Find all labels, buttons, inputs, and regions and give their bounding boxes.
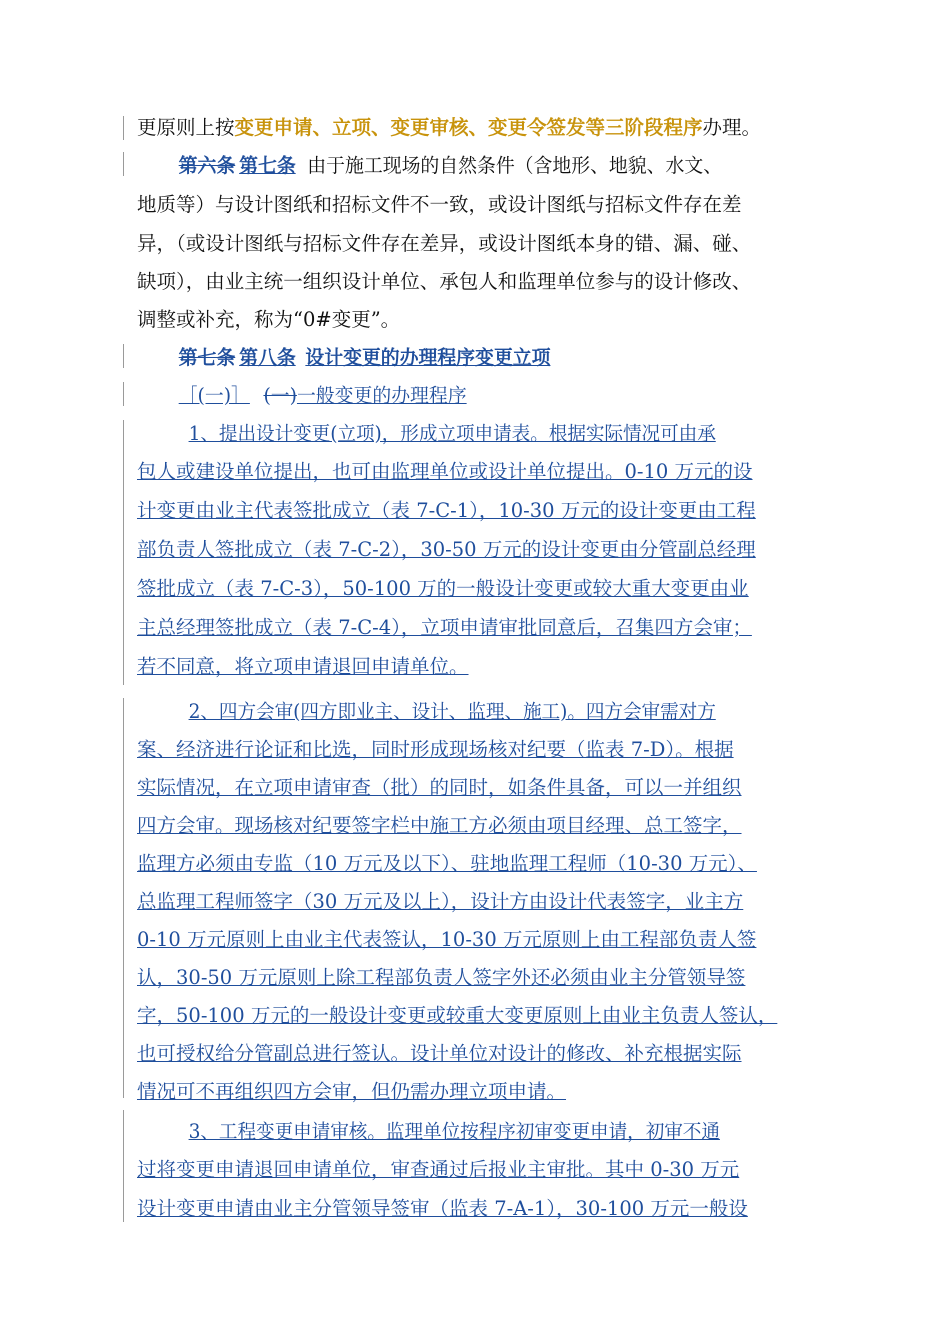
change-bar [123, 1110, 124, 1222]
article-heading-line [137, 343, 857, 373]
paragraph-line [137, 1039, 837, 1069]
paragraph-line [137, 887, 837, 917]
paragraph-line [137, 574, 837, 604]
paragraph-line [137, 1155, 837, 1185]
paragraph-line [137, 1077, 837, 1107]
subheading-line [137, 381, 857, 411]
paragraph-line [137, 457, 837, 487]
text-run: 实际情况，在立项申请审查（批）的同时，如条件具备，可以一并组织 [137, 776, 742, 799]
text-run: 监理方必须由专监（10 万元及以下）、驻地监理工程师（10-30 万元）、 [137, 852, 757, 875]
paragraph-line [137, 229, 837, 259]
text-run: 包人或建设单位提出，也可由监理单位或设计单位提出。0-10 万元的设 [137, 460, 753, 483]
paragraph-line [137, 613, 837, 643]
paragraph-line [137, 773, 837, 803]
inserted-article-number: 第七条 [239, 154, 296, 177]
paragraph-line [137, 925, 837, 955]
text-run: 2、四方会审(四方即业主、设计、监理、施工)。四方会审需对方 [188, 700, 716, 723]
paragraph-line [137, 735, 837, 765]
text-run: 四方会审。现场核对纪要签字栏中施工方必须由项目经理、总工签字， [137, 814, 742, 837]
text-run: 案、经济进行论证和比选，同时形成现场核对纪要（监表 7-D）。根据 [137, 738, 734, 761]
deleted-article-number: 第七条 [178, 346, 236, 369]
paragraph-line [137, 811, 837, 841]
text-run: 签批成立（表 7-C-3），50-100 万的一般设计变更或较大重大变更由业 [137, 577, 749, 600]
paragraph-line [137, 697, 857, 727]
text-run: 异，（或设计图纸与招标文件存在差异，或设计图纸本身的错、漏、碰、 [137, 232, 752, 255]
inserted-article-number: 第八条 [239, 346, 296, 369]
paragraph-line [137, 1117, 857, 1147]
text-run: 缺项），由业主统一组织设计单位、承包人和监理单位参与的设计修改、 [137, 270, 752, 293]
paragraph-line [137, 496, 837, 526]
text-run: 字，50-100 万元的一般设计变更或较重大变更原则上由业主负责人签认， [137, 1004, 778, 1027]
paragraph-line [137, 267, 837, 297]
text-run: 主总经理签批成立（表 7-C-4），立项申请审批同意后，召集四方会审； [137, 616, 752, 639]
text-run: 3、工程变更申请审核。监理单位按程序初审变更申请，初审不通 [188, 1120, 720, 1143]
paragraph-line [137, 652, 837, 682]
text-run: 由于施工现场的自然条件（含地形、地貌、水文、 [307, 154, 723, 177]
text-run: 部负责人签批成立（表 7-C-2），30-50 万元的设计变更由分管副总经理 [137, 538, 756, 561]
text-run: 若不同意，将立项申请退回申请单位。 [137, 655, 469, 678]
subheading-text: 一般变更的办理程序 [296, 384, 467, 407]
text-run: 更原则上按 [137, 116, 235, 139]
paragraph-line [137, 535, 837, 565]
text-run: 总监理工程师签字（30 万元及以上），设计方由设计代表签字，业主方 [137, 890, 744, 913]
text-run: 0-10 万元原则上由业主代表签认，10-30 万元原则上由工程部负责人签 [137, 928, 757, 951]
text-run: 计变更由业主代表签批成立（表 7-C-1），10-30 万元的设计变更由工程 [137, 499, 756, 522]
paragraph-line [137, 190, 837, 220]
article-heading-line [137, 151, 857, 181]
change-bar [123, 152, 124, 176]
change-bar [123, 116, 124, 140]
text-run: 设计变更申请由业主分管领导签审（监表 7-A-1），30-100 万元一般设 [137, 1197, 748, 1220]
change-bar [123, 420, 124, 685]
text-run: 地质等）与设计图纸和招标文件不一致，或设计图纸与招标文件存在差 [137, 193, 742, 216]
paragraph-line [137, 419, 857, 449]
paragraph-line [137, 963, 837, 993]
paragraph-line [137, 849, 837, 879]
inserted-bracket-number: ［(一)］ [178, 384, 250, 407]
text-run: 也可授权给分管副总进行签认。设计单位对设计的修改、补充根据实际 [137, 1042, 742, 1065]
text-run: 情况可不再组织四方会审，但仍需办理立项申请。 [137, 1080, 567, 1103]
text-run: 调整或补充，称为“0#变更”。 [137, 308, 401, 331]
paragraph-line [137, 1001, 837, 1031]
change-bar [123, 382, 124, 406]
deleted-article-number: 第六条 [178, 154, 236, 177]
text-run: 认，30-50 万元原则上除工程部负责人签字外还必须由业主分管领导签 [137, 966, 746, 989]
paragraph-line [137, 1194, 837, 1224]
paragraph-line [137, 113, 837, 143]
change-bar [123, 698, 124, 1098]
change-bar [123, 344, 124, 368]
text-run: 过将变更申请退回申请单位，审查通过后报业主审批。其中 0-30 万元 [137, 1158, 740, 1181]
paragraph-line [137, 305, 837, 335]
heading-text: 设计变更的办理程序变更立项 [305, 346, 551, 369]
text-run: 办理。 [702, 116, 762, 139]
highlight-text: 变更申请、立项、变更审核、变更令签发等三阶段程序 [234, 116, 703, 139]
deleted-number: (一) [263, 384, 297, 407]
text-run: 1、提出设计变更(立项)，形成立项申请表。根据实际情况可由承 [188, 422, 716, 445]
